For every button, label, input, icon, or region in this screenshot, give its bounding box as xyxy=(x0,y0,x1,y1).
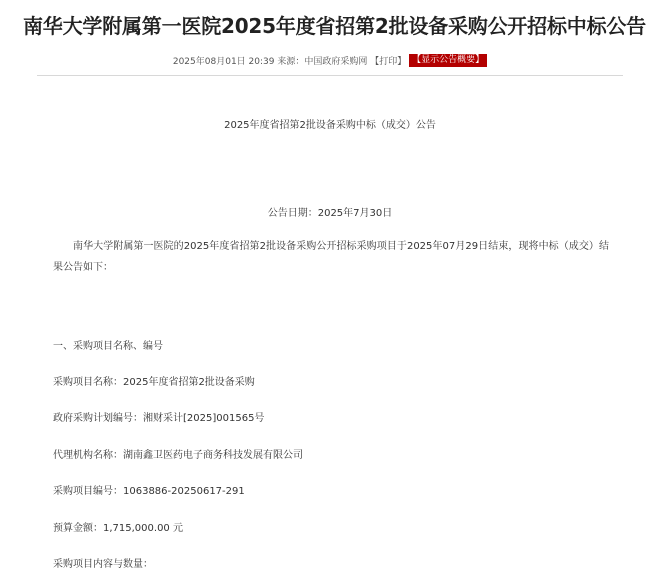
show-summary-button[interactable]: 【显示公告概要】 xyxy=(409,54,487,67)
source-label: 来源：中国政府采购网 xyxy=(277,57,368,67)
announcement-date: 公告日期：2025年7月30日 xyxy=(267,208,393,219)
field-project-name: 采购项目名称：2025年度省招第2批设备采购 xyxy=(53,377,255,388)
field-budget: 预算金额：1,715,000.00 元 xyxy=(53,523,183,534)
page-title: 南华大学附属第一医院2025年度省招第2批设备采购公开招标中标公告 xyxy=(23,14,646,38)
field-agency-name: 代理机构名称：湖南鑫卫医药电子商务科技发展有限公司 xyxy=(53,450,303,461)
print-link[interactable]: 【打印】 xyxy=(370,57,407,67)
field-project-number: 采购项目编号：1063886-20250617-291 xyxy=(53,486,245,497)
article-meta xyxy=(0,54,660,67)
announcement-subtitle: 2025年度省招第2批设备采购中标（成交）公告 xyxy=(224,120,436,131)
field-plan-number: 政府采购计划编号：湘财采计[2025]001565号 xyxy=(53,413,265,424)
title-divider xyxy=(37,75,623,76)
field-content-quantity: 采购项目内容与数量： xyxy=(53,559,153,570)
section-heading-project: 一、采购项目名称、编号 xyxy=(53,341,163,352)
intro-paragraph: 南华大学附属第一医院的2025年度省招第2批设备采购公开招标采购项目于2025年07月29日结束，现将中标（成交）结果公告如下： xyxy=(53,241,609,273)
publish-datetime: 2025年08月01日 20:39 xyxy=(172,57,275,67)
